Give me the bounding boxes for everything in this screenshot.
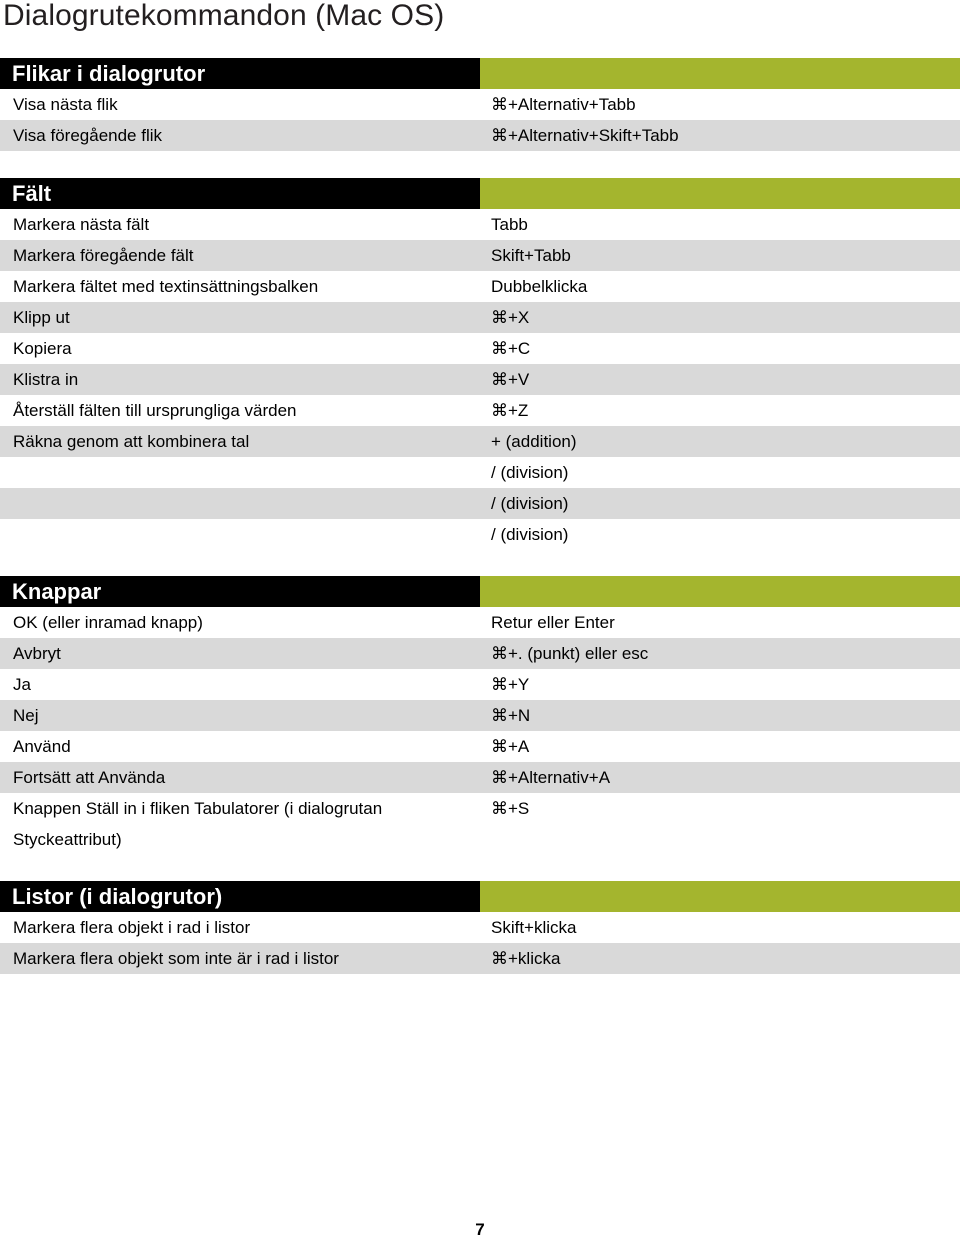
section-knappar [0,576,960,855]
table-row [0,824,960,855]
table-row [0,519,960,550]
table-row [0,793,960,824]
shortcut-keys: Skift+klicka [491,918,577,937]
shortcut-keys: Tabb [491,215,528,234]
action-label: Återställ fälten till ursprungliga värden [13,401,297,420]
table-row [0,669,960,700]
table-row [0,457,960,488]
table-row [0,209,960,240]
table-row [0,607,960,638]
section-falt [0,178,960,550]
section-header [0,178,960,209]
accent-bar [480,178,960,209]
table-row [0,271,960,302]
section-title: Listor (i dialogrutor) [12,884,223,909]
action-label: Klipp ut [13,308,70,327]
shortcut-keys: ⌘+N [491,706,531,725]
table-row [0,912,960,943]
table-row [0,333,960,364]
table-row [0,120,960,151]
section-header [0,881,960,912]
section-header [0,58,960,89]
shortcut-keys: ⌘+S [491,799,530,818]
action-label: Markera fältet med textinsättningsbalken [13,277,319,296]
shortcut-keys: Dubbelklicka [491,277,588,296]
shortcut-keys: ⌘+. (punkt) eller esc [491,644,649,663]
shortcut-keys: ⌘+Z [491,401,529,420]
section-title: Fält [12,181,52,206]
table-row [0,488,960,519]
table-row [0,89,960,120]
action-label: Markera flera objekt som inte är i rad i listor [13,949,339,968]
table-row [0,700,960,731]
shortcut-keys: / (division) [491,463,569,482]
action-label: Kopiera [13,339,72,358]
shortcut-keys: ⌘+X [491,308,530,327]
table-row [0,302,960,333]
action-label: Styckeattribut) [13,830,122,849]
accent-bar [480,58,960,89]
shortcut-keys: Retur eller Enter [491,613,615,632]
shortcut-keys: + (addition) [491,432,577,451]
section-title: Knappar [12,579,102,604]
shortcut-keys: / (division) [491,525,569,544]
action-label: Räkna genom att kombinera tal [13,432,250,451]
table-row [0,943,960,974]
table-row [0,364,960,395]
section-title: Flikar i dialogrutor [12,61,206,86]
action-label: Visa föregående flik [13,126,163,145]
shortcut-keys: ⌘+Alternativ+A [491,768,611,787]
action-label: Markera nästa fält [13,215,150,234]
table-row [0,638,960,669]
action-label: Fortsätt att Använda [13,768,166,787]
action-label: Avbryt [13,644,61,663]
section-header [0,576,960,607]
shortcut-keys: ⌘+V [491,370,530,389]
table-row [0,762,960,793]
table-row [0,395,960,426]
action-label: Klistra in [13,370,79,389]
action-label: Nej [13,706,39,725]
page-title: Dialogrutekommandon (Mac OS) [3,0,445,32]
action-label: Markera föregående fält [13,246,194,265]
action-label: Knappen Ställ in i fliken Tabulatorer (i dialogrutan [13,799,383,818]
shortcut-keys: ⌘+Y [491,675,530,694]
page-number: 7 [475,1220,485,1239]
action-label: Markera flera objekt i rad i listor [13,918,251,937]
section-listor [0,881,960,974]
action-label: Använd [13,737,71,756]
accent-bar [480,576,960,607]
shortcut-keys: Skift+Tabb [491,246,571,265]
shortcut-keys: ⌘+klicka [491,949,561,968]
action-label: OK (eller inramad knapp) [13,613,203,632]
shortcut-keys: ⌘+C [491,339,531,358]
table-row [0,240,960,271]
action-label: Visa nästa flik [13,95,118,114]
accent-bar [480,881,960,912]
shortcut-keys: ⌘+Alternativ+Tabb [491,95,636,114]
table-row [0,731,960,762]
shortcut-keys: ⌘+A [491,737,530,756]
action-label: Ja [13,675,31,694]
table-row [0,426,960,457]
shortcut-keys: ⌘+Alternativ+Skift+Tabb [491,126,679,145]
section-flikar [0,58,960,151]
shortcut-keys: / (division) [491,494,569,513]
